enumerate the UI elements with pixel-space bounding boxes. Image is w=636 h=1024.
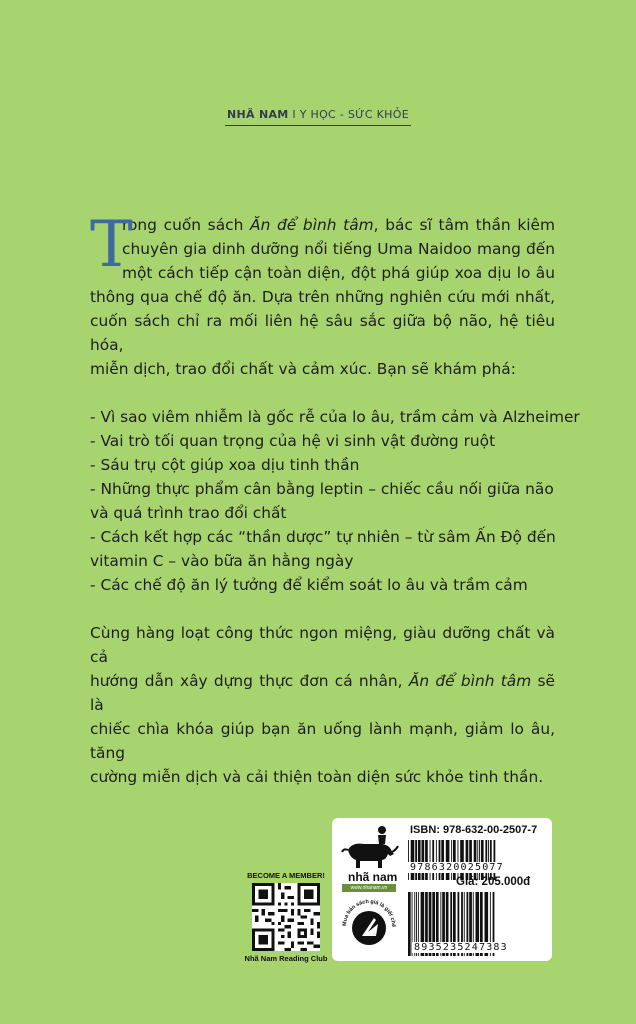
series-category: Y HỌC - SỨC KHỎE	[299, 108, 409, 121]
bullet-item: - Cách kết hợp các “thần dược” tự nhiên – từ sâm Ấn Độ đến	[90, 528, 556, 546]
closing-line: cường miễn dịch và cải thiện toàn diện sức khỏe tinh thần.	[90, 768, 544, 786]
bullet-item: - Các chế độ ăn lý tưởng để kiểm soát lo âu và trầm cảm	[90, 576, 528, 594]
intro-text: , bác sĩ tâm thần kiêm	[373, 216, 555, 234]
barcode-bar	[411, 840, 415, 880]
barcode-bar	[494, 840, 496, 880]
closing-line: Cùng hàng loạt công thức ngon miệng, giàu dưỡng chất và cả	[90, 624, 555, 666]
barcode-bar	[425, 840, 428, 880]
barcode-bar	[446, 840, 450, 880]
isbn-barcode	[406, 840, 546, 880]
barcode-bar	[469, 840, 472, 880]
intro-line: một cách tiếp cận toàn diện, đột phá giúp xoa dịu lo âu	[122, 264, 555, 282]
slogan-text: Mua bản sách giá là giết chế	[341, 898, 397, 928]
closing-paragraph	[90, 621, 555, 789]
intro-line: miễn dịch, trao đổi chất và cảm xúc. Bạn sẽ khám phá:	[90, 360, 516, 378]
isbn-digits: 9786320025077	[410, 862, 504, 873]
slogan-seal-icon	[338, 892, 400, 954]
closing-line	[90, 669, 555, 717]
barcode-bar	[408, 840, 409, 880]
ox-logo-icon	[338, 824, 400, 870]
bullet-item: - Vai trò tối quan trọng của hệ vi sinh vật đường ruột	[90, 432, 496, 450]
barcode-bar	[430, 840, 431, 880]
intro-line: chuyên gia dinh dưỡng nổi tiếng Uma Naidoo mang đến	[122, 240, 555, 258]
qr-code-icon[interactable]	[252, 883, 320, 951]
series-separator: I	[292, 108, 296, 121]
barcode-bar	[418, 840, 421, 880]
barcode-bar	[451, 840, 452, 880]
barcode-bar	[485, 840, 487, 880]
barcode-bar	[466, 840, 469, 880]
book-description	[90, 208, 580, 789]
closing-text: sẽ là	[90, 672, 555, 714]
barcode-bar	[458, 840, 459, 880]
barcode-bar	[415, 840, 417, 880]
barcode-bar	[477, 840, 478, 880]
barcode-bar	[422, 840, 425, 880]
barcode-bar	[439, 840, 441, 880]
bullet-item: - Sáu trụ cột giúp xoa dịu tinh thần	[90, 456, 360, 474]
reading-club-label: Nhã Nam Reading Club	[244, 954, 328, 963]
closing-line: chiếc chìa khóa giúp bạn ăn uống lành mạnh, giảm lo âu, tăng	[90, 720, 555, 762]
bullet-list	[90, 405, 580, 597]
barcode-bar	[432, 840, 434, 880]
barcode-bar	[488, 840, 489, 880]
barcode-bar	[490, 840, 492, 880]
intro-paragraph	[90, 208, 555, 381]
logo-text: nhã nam	[348, 870, 398, 884]
barcode-bar	[408, 892, 411, 956]
become-member-label: BECOME A MEMBER!	[247, 871, 325, 880]
closing-text: hướng dẫn xây dựng thực đơn cá nhân,	[90, 672, 409, 690]
isbn-text: ISBN: 978-632-00-2507-7	[410, 824, 538, 836]
publisher-logo	[338, 824, 400, 954]
barcode-bar	[481, 840, 484, 880]
series-header	[0, 108, 636, 126]
barcode-bar	[436, 840, 437, 880]
price-barcode-label	[332, 818, 552, 961]
bullet-item-continued: vitamin C – vào bữa ăn hằng ngày	[90, 552, 354, 570]
barcode-bar	[460, 840, 464, 880]
barcode-bar	[453, 840, 456, 880]
bullet-item-continued: và quá trình trao đổi chất	[90, 504, 287, 522]
barcode-bar	[479, 840, 480, 880]
price-text: Giá: 205.000đ	[456, 876, 531, 888]
logo-url: www.nhanam.vn	[342, 884, 396, 892]
drop-cap: T	[90, 208, 133, 282]
series-publisher: NHÃ NAM	[227, 108, 289, 121]
intro-line: cuốn sách chỉ ra mối liên hệ sâu sắc giữa bộ não, hệ tiêu hóa,	[90, 312, 555, 354]
intro-line: thông qua chế độ ăn. Dựa trên những nghiên cứu mới nhất,	[90, 288, 555, 306]
membership-qr[interactable]	[244, 871, 328, 963]
intro-text: rong cuốn sách	[122, 216, 251, 234]
barcode-bar	[474, 840, 477, 880]
book-title-inline: Ăn để bình tâm	[250, 216, 374, 234]
book-title-inline: Ăn để bình tâm	[408, 672, 532, 690]
ean-digits: 8935235247383	[414, 942, 508, 953]
bullet-item: - Những thực phẩm cân bằng leptin – chiếc cầu nối giữa não	[90, 480, 554, 498]
barcode-bar	[441, 840, 444, 880]
bullet-item: - Vì sao viêm nhiễm là gốc rễ của lo âu, trầm cảm và Alzheimer	[90, 408, 580, 426]
series-underline	[225, 125, 411, 126]
intro-line	[90, 213, 555, 237]
